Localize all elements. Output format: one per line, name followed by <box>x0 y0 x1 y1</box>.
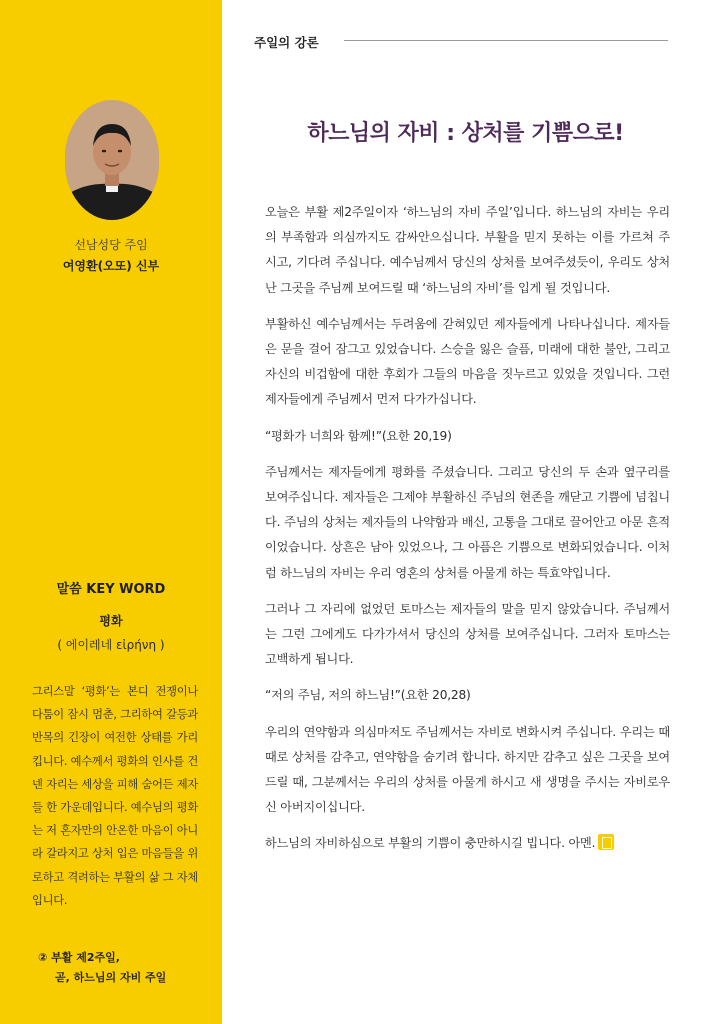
article-body <box>265 200 670 868</box>
author-photo <box>65 100 159 220</box>
keyword-heading: 말씀 KEY WORD <box>56 582 166 597</box>
paragraph: 오늘은 부활 제2주일이자 ‘하느님의 자비 주일’입니다. 하느님의 자비는 우리의 부족함과 의심까지도 감싸안으십니다. 부활을 믿지 못하는 이를 가르쳐 주시고, 기다려 주십니다. 예수님께서 당신의 상처를 보여주셨듯이, 우리도 상처 난 그곳을 주님께 보여드릴 때 ‘하느님의 자비’를 입게 될 것입니다. <box>265 205 670 295</box>
scripture-quote: “저의 주님, 저의 하느님!”(요한 20,28) <box>265 688 471 703</box>
keyword-greek: ( 에이레네 εἰρήνη ) <box>57 638 165 652</box>
liturgical-note-line2: 곧, 하느님의 자비 주일 <box>55 971 167 984</box>
closing-text: 하느님의 자비하심으로 부활의 기쁨이 충만하시길 빕니다. 아멘. <box>265 836 596 851</box>
paragraph: 그러나 그 자리에 없었던 토마스는 제자들의 말을 믿지 않았습니다. 주님께서는 그런 그에게도 다가가셔서 당신의 상처를 보여주십니다. 그러자 토마스는 고백하게 됩니다. <box>265 601 670 667</box>
section-label: 주일의 강론 <box>254 35 319 50</box>
liturgical-note <box>38 948 208 988</box>
keyword-description: 그리스말 ‘평화’는 본디 전쟁이나 다툼이 잠시 멈춘, 그리하여 갈등과 반목의 긴장이 여전한 상태를 가리킵니다. 예수께서 평화의 인사를 건넨 자리는 세상을 피해 숨어든 제자들 한 가운데입니다. 예수님의 평화는 저 혼자만의 안온한 마음이 아니라 갈라지고 상처 입은 마음들을 위로하고 격려하는 부활의 삶 그 자체입니다. <box>32 685 198 907</box>
author-role: 선남성당 주임 <box>74 238 148 252</box>
paragraph: 주님께서는 제자들에게 평화를 주셨습니다. 그리고 당신의 두 손과 옆구리를 보여주십니다. 제자들은 그제야 부활하신 주님의 현존을 깨닫고 기쁨에 넘칩니다. 주님의 상처는 제자들의 나약함과 배신, 고통을 그대로 끌어안고 아문 흔적이었습니다. 상흔은 남아 있었으나, 그 아픔은 기쁨으로 변화되었습니다. 이처럼 하느님의 자비는 우리 영혼의 상처를 아물게 하는 특효약입니다. <box>265 464 670 580</box>
article-title: 하느님의 자비 : 상처를 기쁨으로! <box>307 121 624 146</box>
sidebar <box>0 0 222 1024</box>
keyword-word: 평화 <box>99 614 123 628</box>
priest-portrait-icon <box>65 100 159 220</box>
paragraph: 우리의 연약함과 의심마저도 주님께서는 자비로 변화시켜 주십니다. 우리는 때때로 상처를 감추고, 연약함을 숨기려 합니다. 하지만 감추고 싶은 그곳을 보여드릴 때, 그분께서는 우리의 상처를 아물게 하시고 새 생명을 주시는 자비로우신 아버지이십니다. <box>265 724 670 815</box>
liturgical-note-line1: ② 부활 제2주일, <box>38 951 120 964</box>
end-mark-icon <box>598 834 614 850</box>
section-divider <box>344 40 668 41</box>
closing-paragraph <box>265 831 670 856</box>
scripture-quote: “평화가 너희와 함께!”(요한 20,19) <box>265 428 452 443</box>
paragraph: 부활하신 예수님께서는 두려움에 갇혀있던 제자들에게 나타나십니다. 제자들은 문을 걸어 잠그고 있었습니다. 스승을 잃은 슬픔, 미래에 대한 불안, 그리고 자신의 비겁함에 대한 후회가 그들의 마음을 짓누르고 있었을 것입니다. 그런 제자들에게 주님께서 먼저 다가가십니다. <box>265 316 670 407</box>
author-name: 여영환(오또) 신부 <box>62 259 160 273</box>
